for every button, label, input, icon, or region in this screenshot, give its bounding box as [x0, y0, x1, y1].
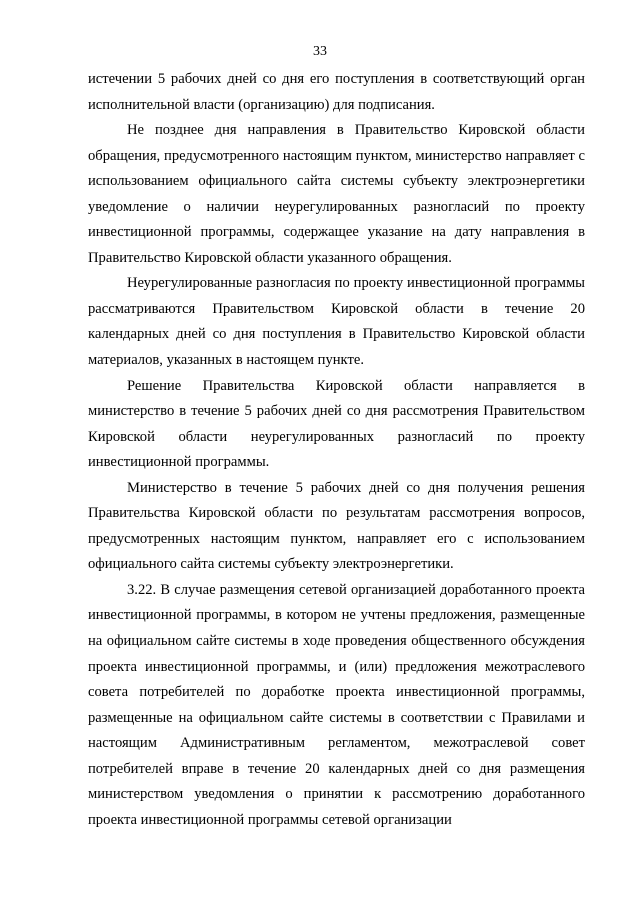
paragraph-ministry-forwarding: Министерство в течение 5 рабочих дней со дня получения решения Правительства Кировской области по результатам рассмотрения вопросов, предусмотренных настоящим пунктом, направляет его с использованием официального сайта системы субъекту электроэнергетики.: [88, 479, 585, 573]
paragraph-notification: Не позднее дня направления в Правительство Кировской области обращения, предусмотренного настоящим пунктом, министерство направляет с использованием официального сайта системы субъекту электроэнергетики уведомление о наличии неурегулированных разногласий по проекту инвестиционной программы, содержащее указание на дату направления в Правительство Кировской области указанного обращения.: [88, 122, 585, 266]
paragraph-section-3-22: 3.22. В случае размещения сетевой организацией доработанного проекта инвестиционной программы, в котором не учтены предложения, размещенные на официальном сайте системы в ходе проведения общественного обсуждения проекта инвестиционной программы, и (или) предложения межотраслевого совета потребителей по доработке проекта инвестиционной программы, размещенные на официальном сайте системы в соответствии с Правилами и настоящим Административным регламентом, межотраслевой совет потребителей вправе в течение 20 календарных дней со дня размещения министерством уведомления о принятии к рассмотрению доработанного проекта инвестиционной программы сетевой организации: [88, 581, 585, 828]
page-number: 33: [313, 44, 327, 59]
document-body: [88, 67, 585, 833]
paragraph-continuation: истечении 5 рабочих дней со дня его поступления в соответствующий орган исполнительной власти (организацию) для подписания.: [88, 71, 585, 113]
paragraph-disagreements-review: Неурегулированные разногласия по проекту инвестиционной программы рассматриваются Правительством Кировской области в течение 20 календарных дней со дня поступления в Правительство Кировской области материалов, указанных в настоящем пункте.: [88, 275, 585, 369]
paragraph-government-decision: Решение Правительства Кировской области направляется в министерство в течение 5 рабочих дней со дня рассмотрения Правительством Кировской области неурегулированных разногласий по проекту инвестиционной программы.: [88, 377, 585, 471]
